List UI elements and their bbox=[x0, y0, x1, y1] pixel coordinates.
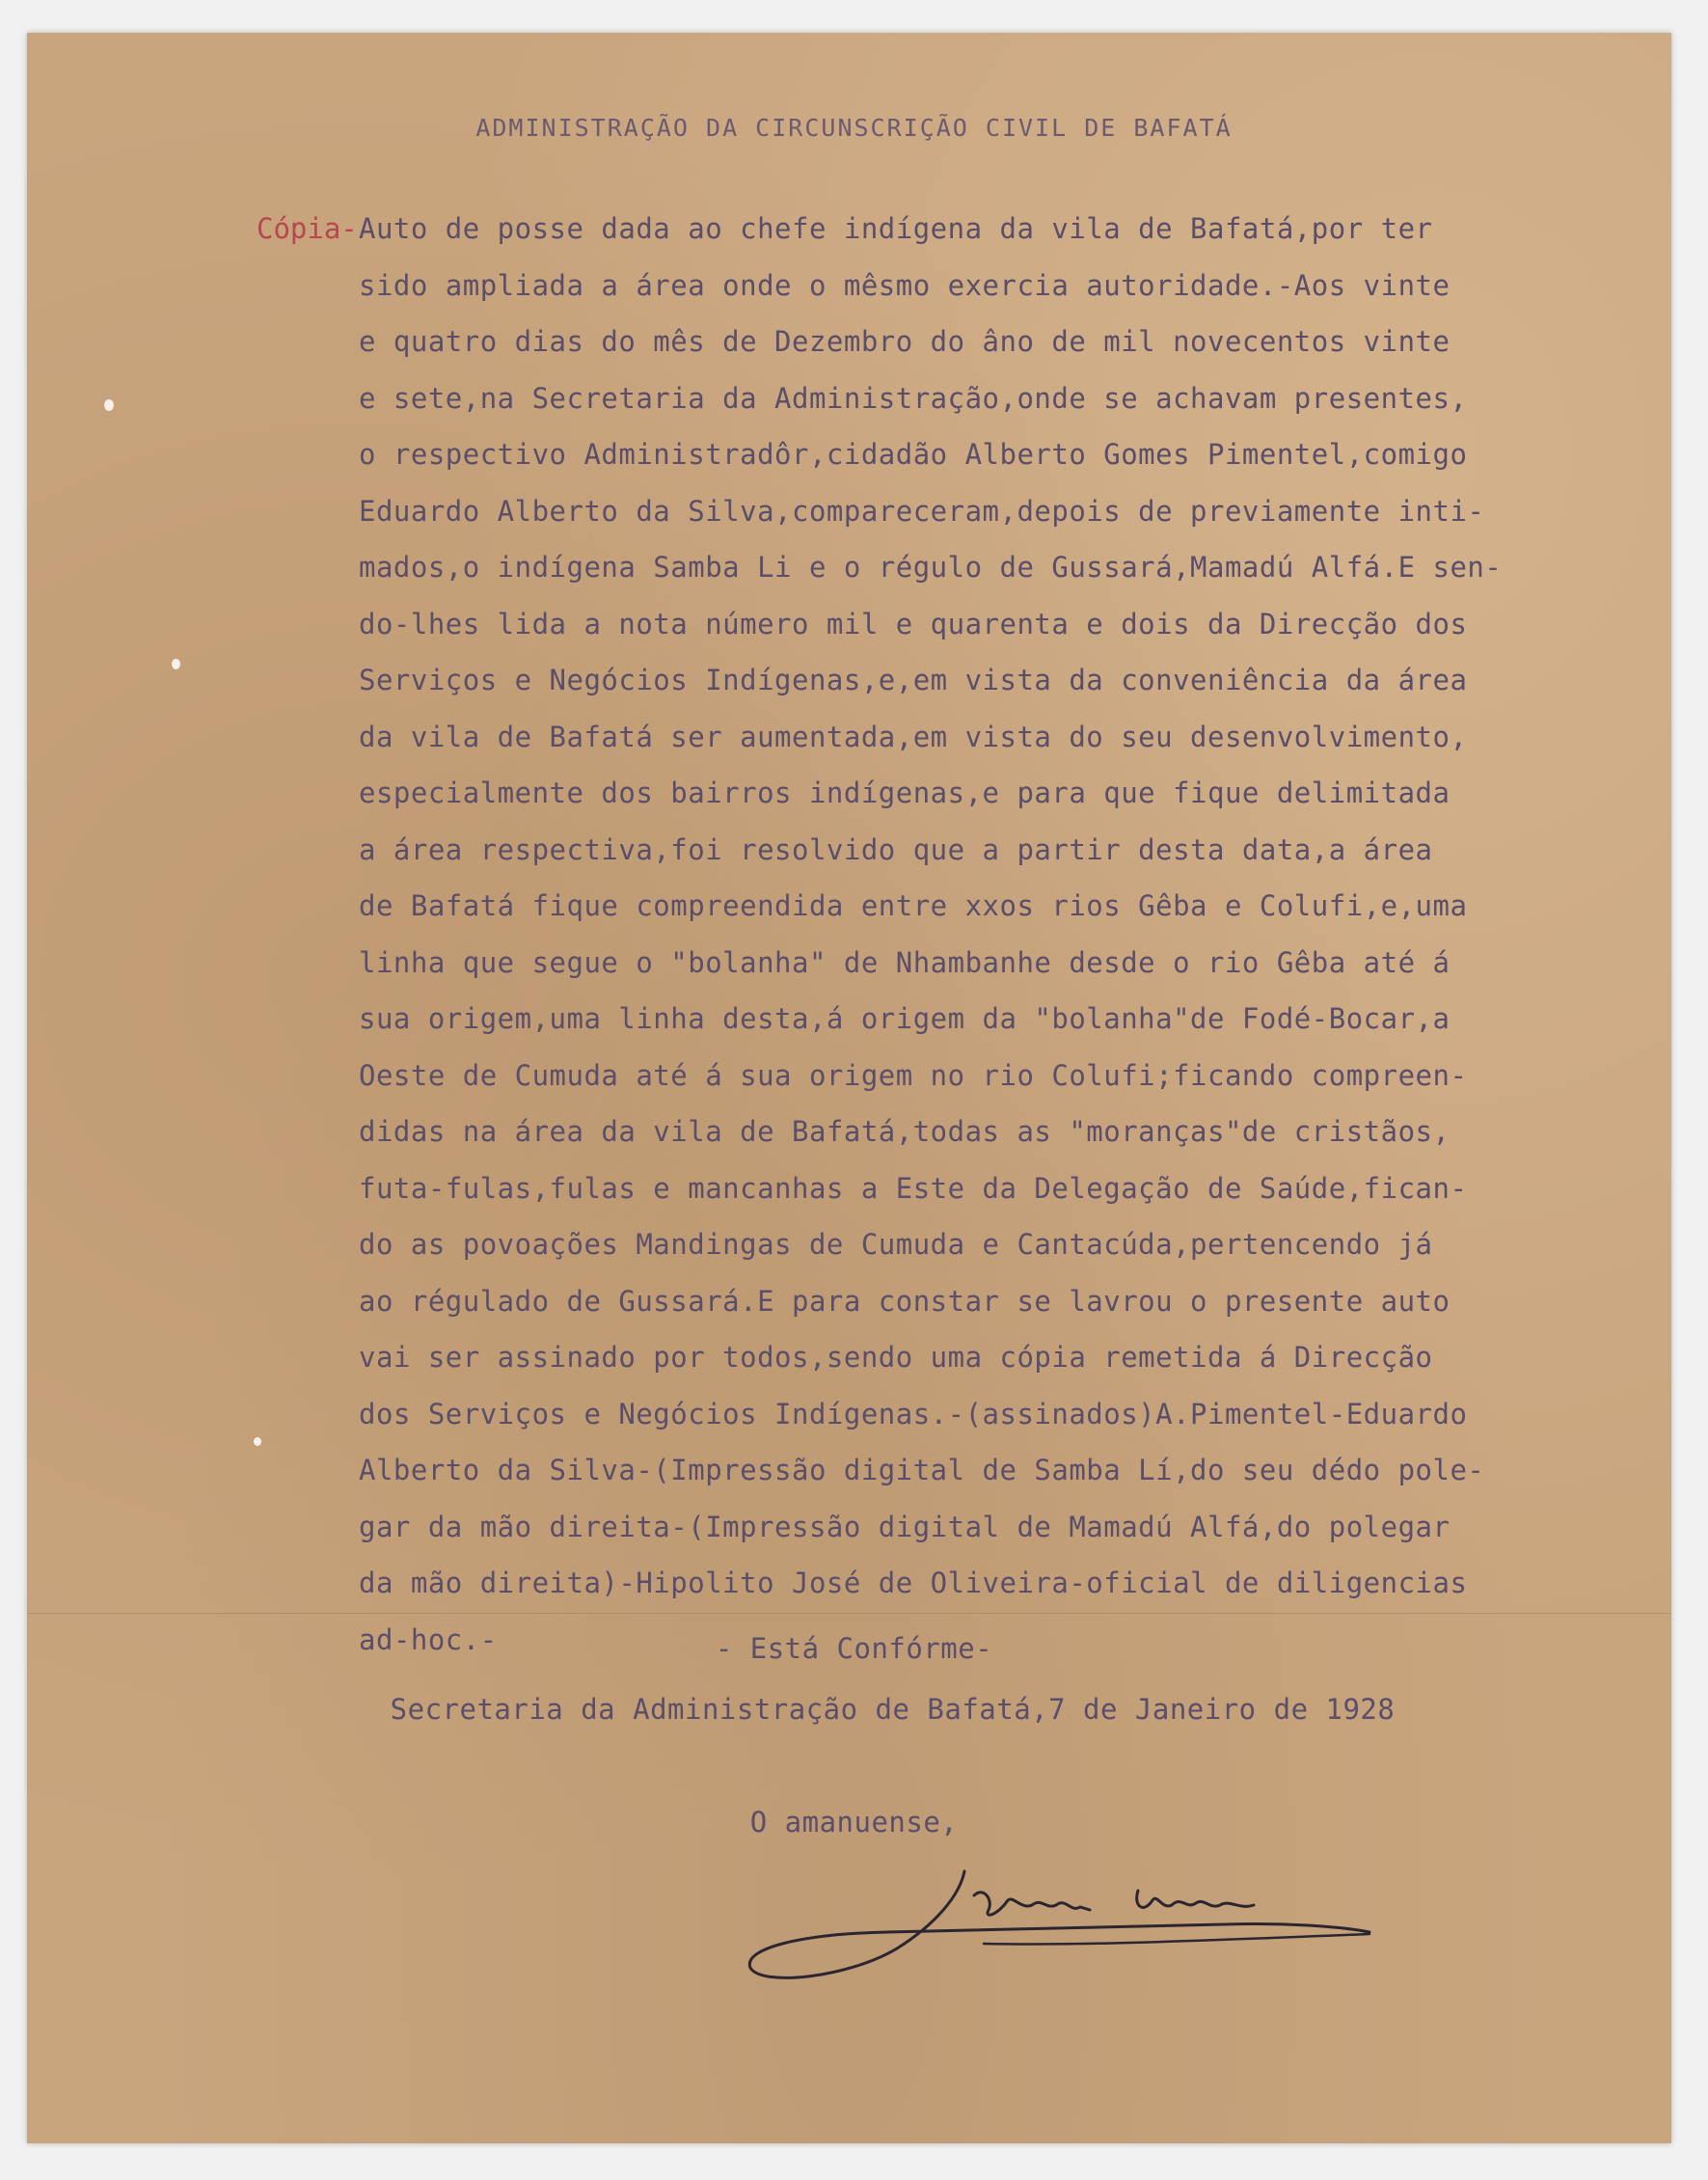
body-line: mados,o indígena Samba Li e o régulo de Gussará,Mamadú Alfá.E sen- bbox=[359, 551, 1503, 584]
body-line: de Bafatá fique compreendida entre xxos rios Gêba e Colufi,e,uma bbox=[359, 889, 1468, 922]
document-body bbox=[359, 201, 1641, 1668]
body-line: ao régulado de Gussará.E para constar se lavrou o presente auto bbox=[359, 1284, 1450, 1318]
body-line: da mão direita)-Hipolito José de Oliveira-oficial de diligencias bbox=[359, 1567, 1468, 1599]
document-header: ADMINISTRAÇÃO DA CIRCUNSCRIÇÃO CIVIL DE BAFATÁ bbox=[475, 114, 1233, 142]
conforme-line: - Está Confórme- bbox=[715, 1632, 993, 1665]
body-line: do-lhes lida a nota número mil e quarenta e dois da Direcção dos bbox=[359, 607, 1468, 640]
body-line: a área respectiva,foi resolvido que a partir desta data,a área bbox=[359, 832, 1433, 866]
body-line: dos Serviços e Negócios Indígenas.-(assinados)A.Pimentel-Eduardo bbox=[359, 1397, 1468, 1431]
body-line: e quatro dias do mês de Dezembro do âno de mil novecentos vinte bbox=[359, 325, 1450, 358]
body-line: Auto de posse dada ao chefe indígena da vila de Bafatá,por ter bbox=[359, 212, 1433, 245]
paper-hole bbox=[104, 399, 114, 411]
body-line: do as povoações Mandingas de Cumuda e Cantacúda,pertencendo já bbox=[359, 1228, 1433, 1261]
role-line: O amanuense, bbox=[749, 1806, 959, 1839]
body-line: didas na área da vila de Bafatá,todas as "moranças"de cristãos, bbox=[359, 1115, 1450, 1148]
paper-hole bbox=[172, 659, 180, 669]
paper-hole bbox=[254, 1437, 261, 1446]
body-line: sua origem,uma linha desta,á origem da "bolanha"de Fodé-Bocar,a bbox=[359, 1002, 1450, 1035]
body-line: linha que segue o "bolanha" de Nhambanhe desde o rio Gêba até á bbox=[359, 945, 1450, 979]
body-line: gar da mão direita-(Impressão digital de Mamadú Alfá,do polegar bbox=[359, 1510, 1450, 1543]
body-line: vai ser assinado por todos,sendo uma cópia remetida á Direcção bbox=[359, 1341, 1433, 1374]
body-line: Eduardo Alberto da Silva,compareceram,depois de previamente inti- bbox=[359, 494, 1485, 528]
body-line: ad-hoc.- bbox=[359, 1622, 498, 1656]
body-line: Oeste de Cumuda até á sua origem no rio Colufi;ficando compreen- bbox=[359, 1058, 1468, 1092]
body-line: sido ampliada a área onde o mêsmo exercia autoridade.-Aos vinte bbox=[359, 268, 1450, 302]
body-line: especialmente dos bairros indígenas,e para que fique delimitada bbox=[359, 777, 1450, 809]
copia-label: Cópia- bbox=[257, 212, 358, 245]
place-date-line: Secretaria da Administração de Bafatá,7 de Janeiro de 1928 bbox=[390, 1693, 1396, 1726]
body-line: Serviços e Negócios Indígenas,e,em vista da conveniência da área bbox=[359, 664, 1468, 696]
body-line: Alberto da Silva-(Impressão digital de Samba Lí,do seu dédo pole- bbox=[359, 1454, 1485, 1486]
signature bbox=[743, 1857, 1379, 2002]
body-line: o respectivo Administradôr,cidadão Alberto Gomes Pimentel,comigo bbox=[359, 438, 1468, 471]
body-line: futa-fulas,fulas e mancanhas a Este da Delegação de Saúde,fican- bbox=[359, 1171, 1468, 1205]
body-line: e sete,na Secretaria da Administração,onde se achavam presentes, bbox=[359, 381, 1468, 415]
body-line: da vila de Bafatá ser aumentada,em vista do seu desenvolvimento, bbox=[359, 720, 1468, 753]
signature-drawing bbox=[743, 1857, 1379, 2002]
